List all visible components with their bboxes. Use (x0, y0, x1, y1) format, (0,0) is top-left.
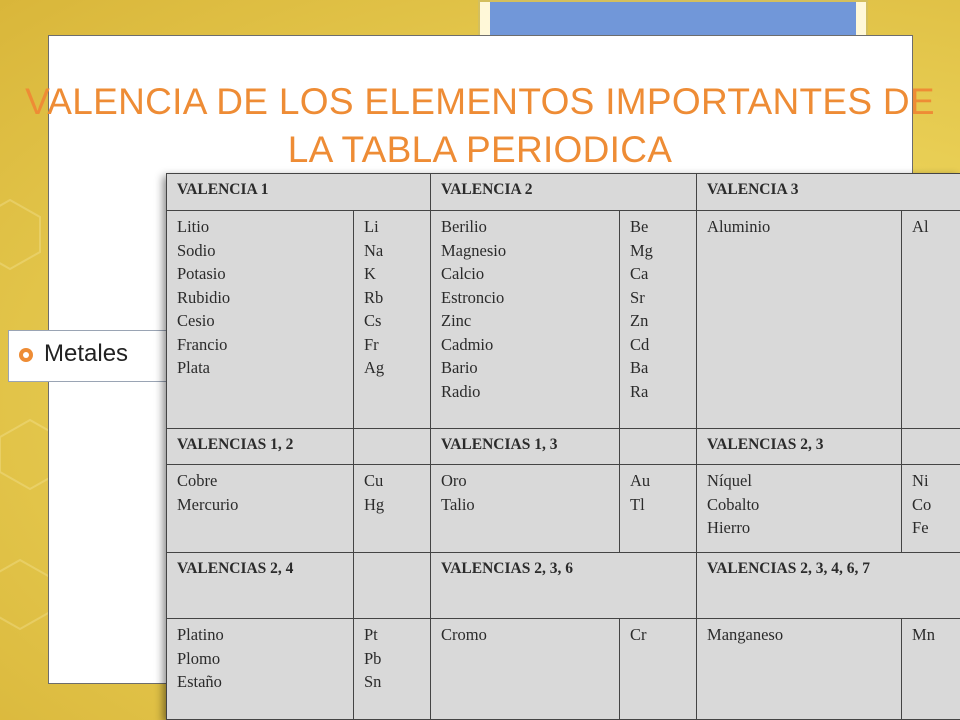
element-symbols: Au Tl (620, 465, 697, 553)
table-row (167, 619, 960, 720)
valence-table (166, 173, 960, 720)
table-header-row (167, 429, 960, 465)
bullet-label: Metales (44, 340, 129, 367)
empty-cell (354, 429, 431, 465)
header-valencias-2-4: VALENCIAS 2, 4 (167, 553, 354, 619)
element-names: Níquel Cobalto Hierro (697, 465, 902, 553)
empty-cell (620, 429, 697, 465)
element-names: Aluminio (697, 211, 902, 429)
header-valencia-3: VALENCIA 3 (697, 174, 960, 211)
element-names: Platino Plomo Estaño (167, 619, 354, 720)
table-row (167, 465, 960, 553)
header-valencias-1-3: VALENCIAS 1, 3 (431, 429, 620, 465)
element-symbols: Al (902, 211, 960, 429)
empty-cell (902, 429, 960, 465)
element-names: Cromo (431, 619, 620, 720)
element-symbols: Cr (620, 619, 697, 720)
element-names: Manganeso (697, 619, 902, 720)
table-header-row (167, 174, 960, 211)
valence-table-image (166, 173, 960, 720)
element-symbols: Cu Hg (354, 465, 431, 553)
empty-cell (354, 553, 431, 619)
element-symbols: Pt Pb Sn (354, 619, 431, 720)
header-valencia-2: VALENCIA 2 (431, 174, 697, 211)
header-valencias-1-2: VALENCIAS 1, 2 (167, 429, 354, 465)
element-names: Cobre Mercurio (167, 465, 354, 553)
header-valencias-2-3-4-6-7: VALENCIAS 2, 3, 4, 6, 7 (697, 553, 960, 619)
page-title: VALENCIA DE LOS ELEMENTOS IMPORTANTES DE LA TABLA PERIODICA (25, 81, 935, 170)
element-names: Oro Talio (431, 465, 620, 553)
header-valencias-2-3-6: VALENCIAS 2, 3, 6 (431, 553, 697, 619)
element-names: Berilio Magnesio Calcio Estroncio Zinc Cadmio Bario Radio (431, 211, 620, 429)
circle-bullet-icon (19, 348, 33, 362)
element-symbols: Be Mg Ca Sr Zn Cd Ba Ra (620, 211, 697, 429)
element-symbols: Ni Co Fe (902, 465, 960, 553)
header-valencia-1: VALENCIA 1 (167, 174, 431, 211)
table-row (167, 211, 960, 429)
element-names: Litio Sodio Potasio Rubidio Cesio Francio Plata (167, 211, 354, 429)
element-symbols: Li Na K Rb Cs Fr Ag (354, 211, 431, 429)
table-header-row (167, 553, 960, 619)
element-symbols: Mn (902, 619, 960, 720)
header-valencias-2-3: VALENCIAS 2, 3 (697, 429, 902, 465)
